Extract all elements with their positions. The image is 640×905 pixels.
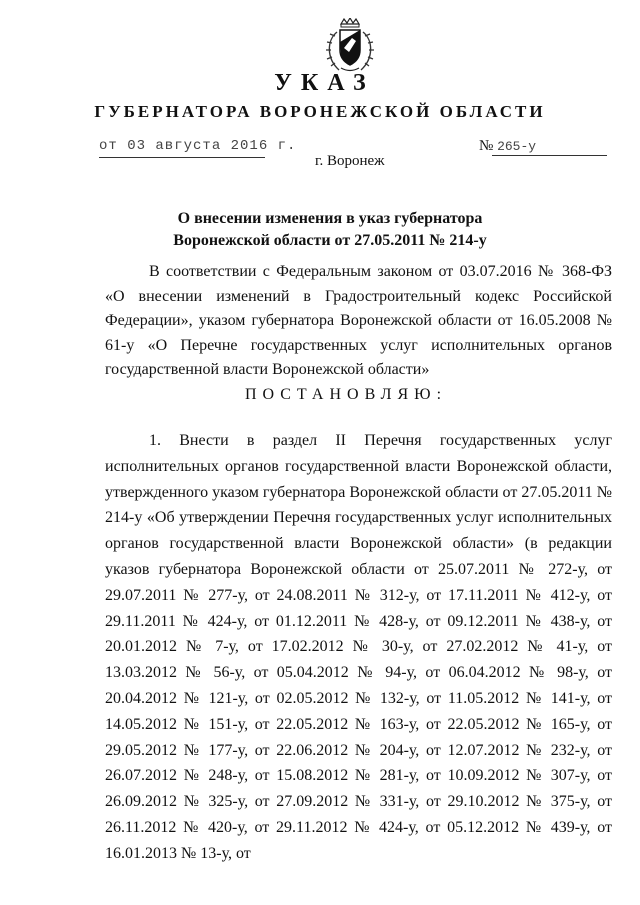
document-subtitle: ГУБЕРНАТОРА ВОРОНЕЖСКОЙ ОБЛАСТИ xyxy=(94,102,546,121)
date-underline xyxy=(99,157,265,158)
document-date: от 03 августа 2016 г. xyxy=(99,138,297,154)
number-sign: № xyxy=(479,138,494,154)
number-underline xyxy=(492,155,607,156)
decree-heading: ПОСТАНОВЛЯЮ: xyxy=(244,386,448,403)
document-number-value: 265-у xyxy=(497,139,537,154)
subject-line-2: Воронежской области от 27.05.2011 № 214-у xyxy=(173,232,487,249)
coat-of-arms-icon xyxy=(323,18,377,74)
document-subject xyxy=(150,208,510,252)
document-number xyxy=(479,138,536,155)
document-title: УКАЗ xyxy=(274,70,375,96)
document-city: г. Воронеж xyxy=(315,153,385,169)
item-1-paragraph: 1. Внести в раздел II Перечня государственных услуг исполнительных органов государственной власти Воронежской области, утвержденного указом губернатора Воронежской области от 27.05.2011 № 214-у «Об утверждении Перечня государственных услуг исполнительных органов государственной власти Воронежской области» (в редакции указов губернатора Воронежской области от 25.07.2011 № 272-у, от 29.07.2011 № 277-у, от 24.08.2011 № 312-у, от 17.11.2011 № 412-у, от 29.11.2011 № 424-у, от 01.12.2011 № 428-у, от 09.12.2011 № 438-у, от 20.01.2012 № 7-у, от 17.02.2012 № 30-у, от 27.02.2012 № 41-у, от 13.03.2012 № 56-у, от 05.04.2012 № 94-у, от 06.04.2012 № 98-у, от 20.04.2012 № 121-у, от 02.05.2012 № 132-у, от 11.05.2012 № 141-у, от 14.05.2012 № 151-у, от 22.05.2012 № 163-у, от 22.05.2012 № 165-у, от 29.05.2012 № 177-у, от 22.06.2012 № 204-у, от 12.07.2012 № 232-у, от 26.07.2012 № 248-у, от 15.08.2012 № 281-у, от 10.09.2012 № 307-у, от 26.09.2012 № 325-у, от 27.09.2012 № 331-у, от 29.10.2012 № 375-у, от 26.11.2012 № 420-у, от 29.11.2012 № 424-у, от 05.12.2012 № 439-у, от 16.01.2013 № 13-у, от xyxy=(105,432,612,862)
subject-line-1: О внесении изменения в указ губернатора xyxy=(177,210,483,227)
preamble-paragraph: В соответствии с Федеральным законом от 03.07.2016 № 368-ФЗ «О внесении изменений в Градостроительный кодекс Российской Федерации», указом губернатора Воронежской области от 16.05.2008 № 61-у «О Перечне государственных услуг исполнительных органов государственной власти Воронежской области» xyxy=(105,263,612,378)
